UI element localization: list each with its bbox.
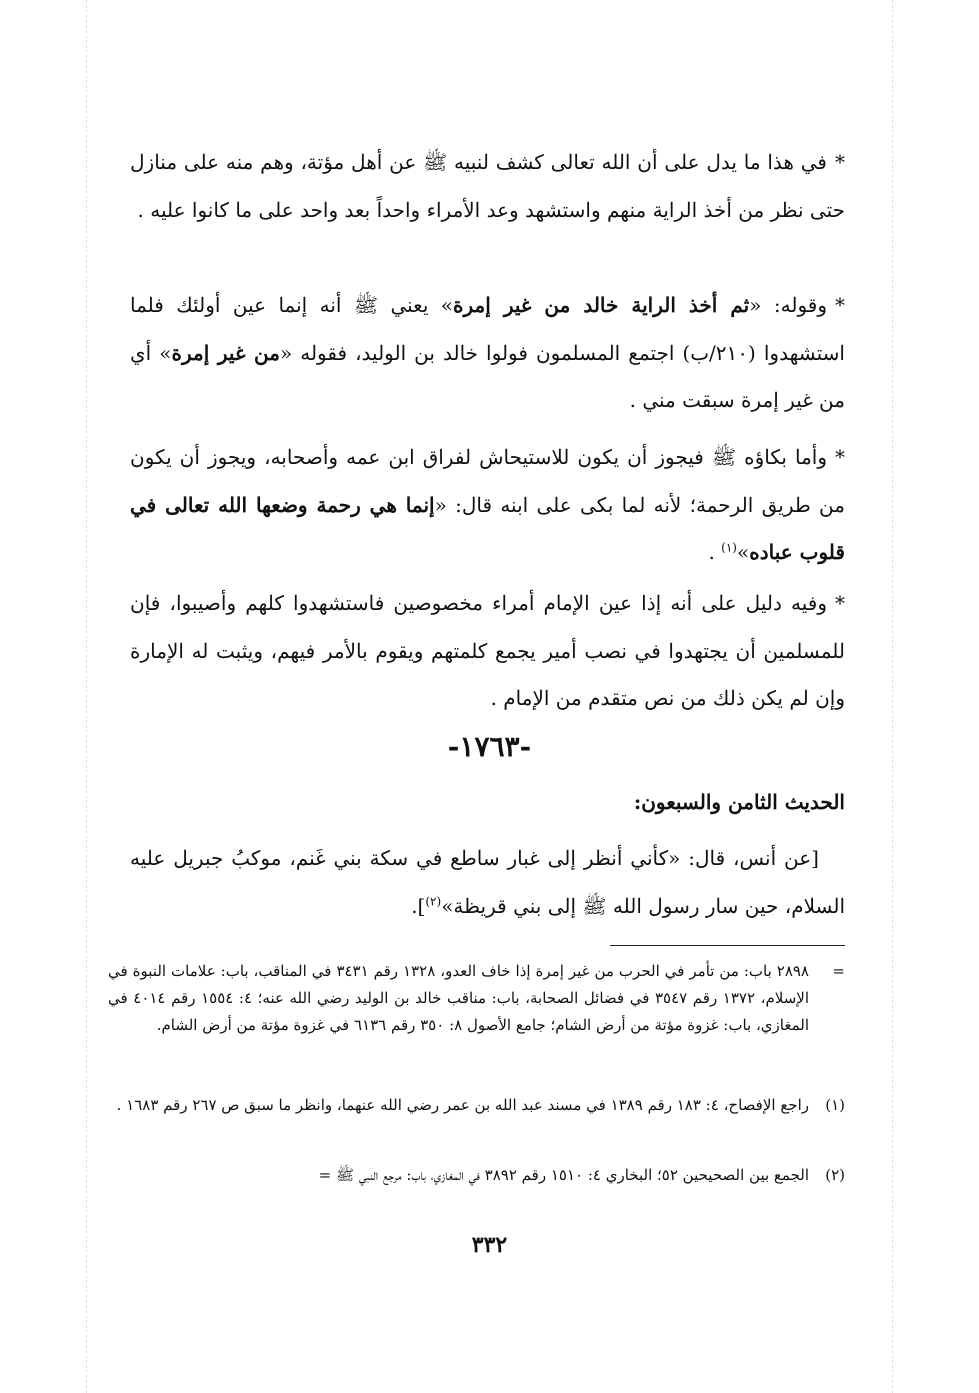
- paragraph-text: .: [708, 540, 722, 564]
- commentary-paragraph-3: [130, 434, 845, 577]
- paragraph-text: وأما بكاؤه ﷺ فيجوز أن يكون للاستيحاش لفراق ابن عمه وأصحابه، ويجوز أن يكون من طريق الرحمة؛ لأنه لما بكى على ابنه قال: «: [130, 445, 845, 517]
- paragraph-text: »: [736, 540, 750, 564]
- page-number: ٣٣٢: [471, 1232, 508, 1258]
- commentary-paragraph-4: [130, 580, 845, 723]
- paragraph-text: في هذا ما يدل على أن الله تعالى كشف لنبيه ﷺ عن أهل مؤتة، وهم منه على منازل حتى نظر من أخذ الراية منهم واستشهد وعد الأمراء واحداً بعد واحد على ما كانوا عليه .: [130, 150, 845, 222]
- star-marker: *: [835, 445, 845, 469]
- paragraph-text: » أي من غير إمرة سبقت مني .: [130, 340, 845, 412]
- footnote-reference[interactable]: (٢): [425, 894, 442, 909]
- footnote-2: [108, 1162, 845, 1189]
- hadith-closing: ].: [411, 894, 426, 918]
- commentary-paragraph-1: [130, 139, 845, 234]
- footnote-text: ٢٨٩٨ باب: من تأمر في الحرب من غير إمرة إذا خاف العدو، ١٣٢٨ رقم ٣٤٣١ في المناقب، باب: علامات النبوة في الإسلام، ١٣٧٢ رقم ٣٥٤٧ في فضائل الصحابة، باب: مناقب خالد بن الوليد رضي الله عنه؛ ٤: ١٥٥٤ رقم ٤٠١٤ في المغازي، باب: غزوة مؤتة من أرض الشام؛ جامع الأصول ٨: ٣٥٠ رقم ٦١٣٦ في غزوة مؤتة من أرض الشام.: [108, 962, 809, 1034]
- footnote-continuation: [108, 958, 845, 1039]
- hadith-number: -١٧٦٣-: [447, 730, 532, 763]
- quoted-phrase: ثم أخذ الراية خالد من غير إمرة: [453, 293, 750, 317]
- hadith-body: [عن أنس، قال: «كأني أنظر إلى غبار ساطع في سكة بني غَنم، موكبُ جبريل عليه السلام، حين سار رسول الله ﷺ إلى بني قريظة»: [130, 846, 845, 918]
- commentary-paragraph-2: [130, 282, 845, 425]
- scan-margin-line-right: [892, 0, 893, 1393]
- footnote-reference[interactable]: (١): [721, 540, 737, 555]
- hadith-text: [130, 834, 845, 930]
- footnote-text: الجمع بين الصحيحين ٥٢؛ البخاري ٤: ١٥١٠ رقم ٣٨٩٢ في المغازي، باب: مرجع النبي ﷺ =: [318, 1166, 809, 1184]
- star-marker: *: [835, 293, 845, 317]
- paragraph-text: وفيه دليل على أنه إذا عين الإمام أمراء مخصوصين فاستشهدوا كلهم وأصيبوا، فإن للمسلمين أن يجتهدوا في نصب أمير يجمع كلمتهم ويقوم بالأمر فيهم، ويثبت له الإمارة وإن لم يكن ذلك من نص متقدم من الإمام .: [130, 591, 845, 710]
- star-marker: *: [835, 591, 845, 615]
- star-marker: *: [835, 150, 845, 174]
- footnote-separator: [610, 945, 845, 946]
- hadith-title: الحديث الثامن والسبعون:: [633, 790, 845, 814]
- footnote-text: راجع الإفصاح، ٤: ١٨٣ رقم ١٣٨٩ في مسند عبد الله بن عمر رضي الله عنهما، وانظر ما سبق ص ٢٦٧ رقم ١٦٨٣ .: [116, 1096, 809, 1114]
- footnote-mark: (٢): [825, 1166, 845, 1184]
- scan-margin-line-left: [86, 0, 87, 1393]
- footnote-mark: (١): [825, 1096, 845, 1114]
- footnote-1: [108, 1092, 845, 1119]
- quoted-phrase: إنما هي رحمة وضعها الله تعالى في قلوب عباده: [130, 492, 845, 564]
- footnote-mark: =: [832, 962, 845, 980]
- paragraph-text: » يعني ﷺ أنه إنما عين أولئك فلما استشهدوا (٢١٠/ب) اجتمع المسلمون فولوا خالد بن الوليد، فقوله «: [130, 293, 845, 365]
- quoted-phrase: من غير إمرة: [171, 340, 280, 365]
- paragraph-text: وقوله: «: [749, 293, 827, 317]
